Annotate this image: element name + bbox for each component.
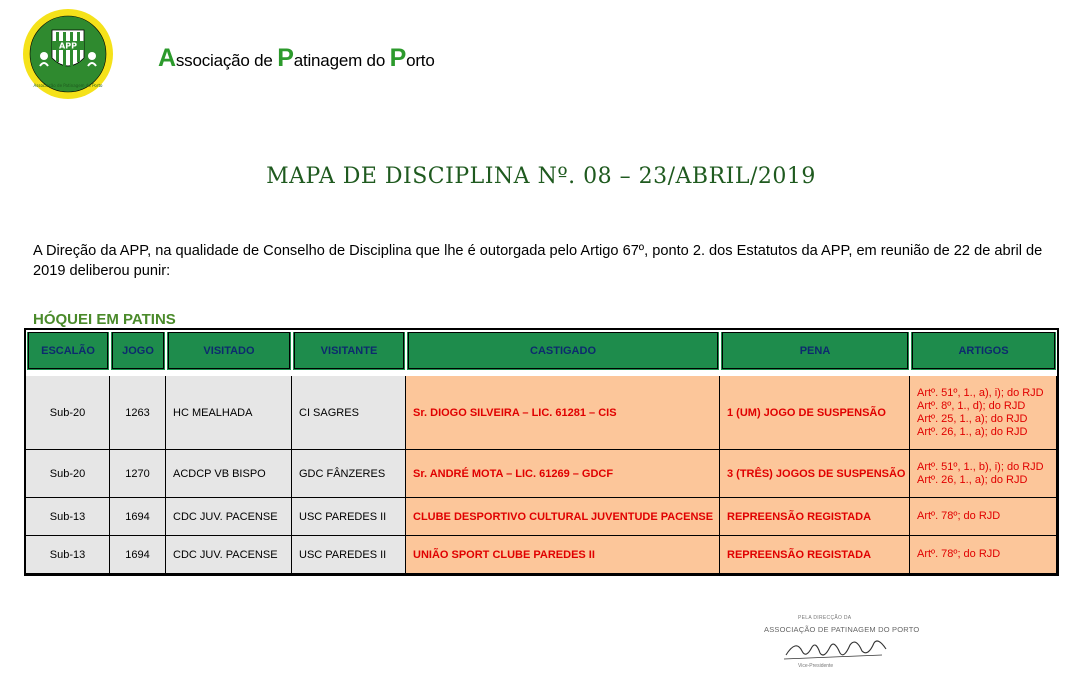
cell-castigado: CLUBE DESPORTIVO CULTURAL JUVENTUDE PACENSE [406, 498, 720, 536]
cell-pena: 3 (TRÊS) JOGOS DE SUSPENSÃO [720, 450, 910, 498]
cell-escalao: Sub-13 [26, 536, 110, 574]
logo-ring-text: Associação de Patinagem do Porto [33, 83, 103, 88]
table-row [26, 498, 1057, 536]
header-castigado: CASTIGADO [406, 330, 720, 371]
header-jogo: JOGO [110, 330, 166, 371]
cell-visitado: CDC JUV. PACENSE [166, 498, 292, 536]
cell-jogo: 1694 [110, 536, 166, 574]
cell-visitante: USC PAREDES II [292, 536, 406, 574]
cell-jogo: 1694 [110, 498, 166, 536]
signature-stamp [762, 613, 920, 673]
app-logo [22, 8, 114, 100]
cell-visitado: ACDCP VB BISPO [166, 450, 292, 498]
cell-jogo: 1270 [110, 450, 166, 498]
header-visitante: VISITANTE [292, 330, 406, 371]
handwritten-signature [782, 635, 892, 663]
cell-castigado: Sr. DIOGO SILVEIRA – LIC. 61281 – CIS [406, 376, 720, 450]
table-row [26, 450, 1057, 498]
header-visitado: VISITADO [166, 330, 292, 371]
cell-visitado: CDC JUV. PACENSE [166, 536, 292, 574]
cell-visitante: CI SAGRES [292, 376, 406, 450]
cell-castigado: UNIÃO SPORT CLUBE PAREDES II [406, 536, 720, 574]
table-row [26, 376, 1057, 450]
discipline-table [24, 328, 1059, 576]
cell-castigado: Sr. ANDRÉ MOTA – LIC. 61269 – GDCF [406, 450, 720, 498]
cell-pena: REPREENSÃO REGISTADA [720, 498, 910, 536]
organization-name: Associação de Patinagem do Porto [158, 44, 435, 72]
cell-escalao: Sub-20 [26, 376, 110, 450]
header-pena: PENA [720, 330, 910, 371]
logo-text: APP [59, 41, 77, 51]
section-title: HÓQUEI EM PATINS [33, 311, 176, 328]
cell-visitante: GDC FÂNZERES [292, 450, 406, 498]
document-title: MAPA DE DISCIPLINA Nº. 08 – 23/ABRIL/2019 [266, 164, 816, 189]
table-header-row [26, 330, 1057, 371]
cell-artigos: Artº. 51º, 1., b), i); do RJD Artº. 26, 1., a); do RJD [910, 450, 1057, 498]
cell-artigos: Artº. 78º; do RJD [910, 536, 1057, 574]
intro-paragraph: A Direção da APP, na qualidade de Conselho de Disciplina que lhe é outorgada pelo Artigo 67º, ponto 2. dos Estatutos da APP, em reunião de 22 de abril de 2019 deliberou punir: [33, 243, 1043, 279]
cell-escalao: Sub-13 [26, 498, 110, 536]
table-row [26, 536, 1057, 574]
header-artigos: ARTIGOS [910, 330, 1057, 371]
cell-pena: 1 (UM) JOGO DE SUSPENSÃO [720, 376, 910, 450]
cell-jogo: 1263 [110, 376, 166, 450]
cell-artigos: Artº. 51º, 1., a), i); do RJD Artº. 8º, 1., d); do RJD Artº. 25, 1., a); do RJD Artº. 26, 1., a); do RJD [910, 376, 1057, 450]
cell-pena: REPREENSÃO REGISTADA [720, 536, 910, 574]
cell-escalao: Sub-20 [26, 450, 110, 498]
header-escalao: ESCALÃO [26, 330, 110, 371]
cell-artigos: Artº. 78º; do RJD [910, 498, 1057, 536]
signature-line-3: Vice-Presidente [798, 663, 834, 669]
cell-visitado: HC MEALHADA [166, 376, 292, 450]
signature-line-2: ASSOCIAÇÃO DE PATINAGEM DO PORTO [764, 625, 920, 634]
cell-visitante: USC PAREDES II [292, 498, 406, 536]
signature-line-1: PELA DIRECÇÃO DA [798, 615, 852, 621]
